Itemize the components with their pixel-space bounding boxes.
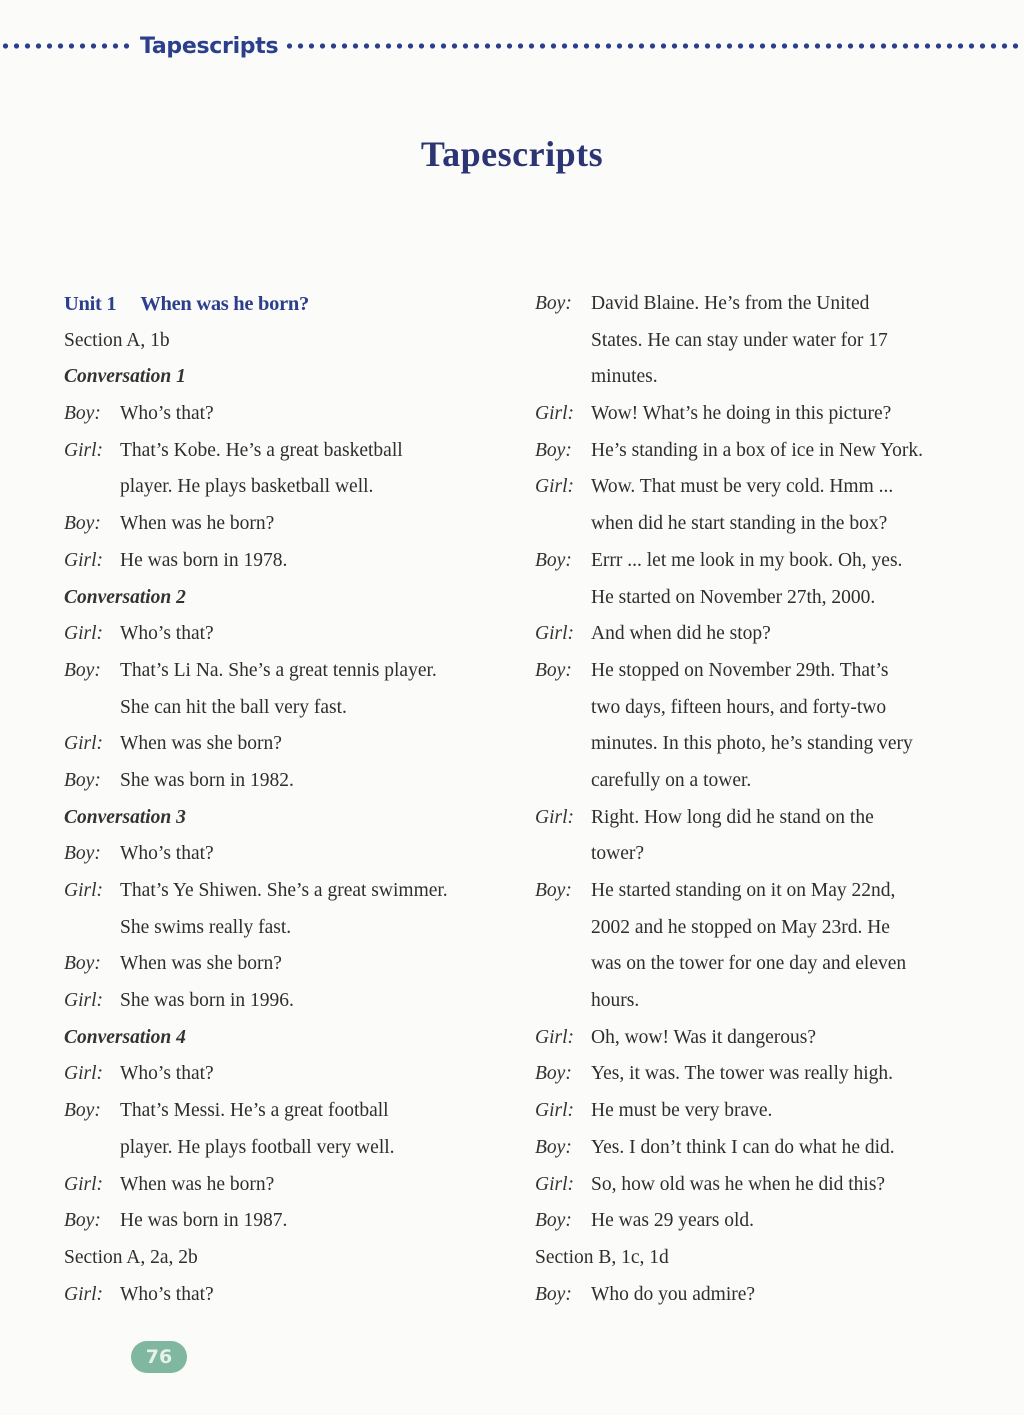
conversation-heading: Conversation 3	[64, 806, 186, 828]
dialogue-line	[64, 1093, 504, 1130]
dotted-rule-left	[0, 43, 132, 49]
section-heading: Section A, 1b	[64, 329, 170, 351]
dialogue-continuation: minutes.	[591, 366, 658, 388]
speaker-label: Girl:	[535, 806, 574, 828]
left-column	[64, 286, 504, 1313]
dialogue-line	[64, 1056, 504, 1093]
speech-text: She was born in 1982.	[120, 769, 294, 791]
dialogue-line	[535, 1056, 985, 1093]
dialogue-line	[535, 1093, 985, 1130]
dialogue-line	[535, 1203, 985, 1240]
speech-text: Oh, wow! Was it dangerous?	[591, 1026, 816, 1048]
speech-text: When was she born?	[120, 953, 282, 975]
dialogue-line	[535, 1130, 985, 1167]
dialogue-continuation: player. He plays basketball well.	[120, 476, 374, 498]
speech-text: That’s Ye Shiwen. She’s a great swimmer.	[120, 880, 448, 901]
speech-text: That’s Kobe. He’s a great basketball	[120, 439, 403, 461]
speaker-label: Boy:	[535, 549, 572, 571]
speaker-label: Girl:	[64, 880, 103, 901]
speaker-label: Girl:	[535, 1100, 574, 1122]
dialogue-line	[64, 1167, 504, 1204]
speech-text: And when did he stop?	[591, 623, 771, 645]
dialogue-continuation: two days, fifteen hours, and forty-two	[591, 696, 887, 718]
speech-text: When was he born?	[120, 1173, 275, 1195]
dialogue-line	[535, 1167, 985, 1204]
dialogue-continuation: when did he start standing in the box?	[591, 513, 888, 535]
speaker-label: Boy:	[535, 1063, 572, 1085]
conversation-heading: Conversation 1	[64, 366, 186, 388]
speaker-label: Girl:	[535, 623, 574, 645]
dialogue-continuation: carefully on a tower.	[591, 769, 752, 791]
speaker-label: Girl:	[64, 733, 103, 755]
speech-text: He’s standing in a box of ice in New York.	[591, 439, 924, 461]
right-column-lines	[535, 286, 985, 1313]
speech-text: He stopped on November 29th. That’s	[591, 659, 889, 681]
speech-text: When was he born?	[120, 513, 275, 535]
dialogue-continuation: tower?	[591, 843, 645, 865]
speaker-label: Boy:	[64, 659, 101, 681]
unit-number: Unit 1	[64, 293, 117, 315]
dialogue-line	[64, 763, 504, 800]
speech-text: Wow. That must be very cold. Hmm ...	[591, 476, 894, 498]
speech-text: Who do you admire?	[591, 1283, 756, 1305]
speaker-label: Boy:	[535, 1283, 572, 1305]
speaker-label: Boy:	[535, 659, 572, 681]
speaker-label: Boy:	[535, 293, 572, 314]
page-title: Tapescripts	[420, 134, 604, 174]
page-number-badge: 76	[131, 1341, 187, 1373]
speech-text: When was she born?	[120, 733, 282, 755]
speech-text: So, how old was he when he did this?	[591, 1173, 886, 1195]
dialogue-line	[535, 469, 985, 506]
speaker-label: Boy:	[535, 1210, 572, 1232]
speaker-label: Boy:	[535, 439, 572, 461]
unit-title: When was he born?	[140, 293, 309, 315]
conversation-heading: Conversation 2	[64, 586, 186, 608]
speech-text: Who’s that?	[120, 1283, 214, 1305]
running-header-title: Tapescripts	[140, 33, 279, 59]
dialogue-line	[64, 1203, 504, 1240]
speaker-label: Girl:	[64, 990, 103, 1012]
speech-text: She was born in 1996.	[120, 990, 294, 1012]
conversation-heading: Conversation 4	[64, 1026, 186, 1048]
speaker-label: Boy:	[535, 1136, 572, 1158]
speech-text: Right. How long did he stand on the	[591, 806, 874, 828]
right-column	[535, 286, 985, 1313]
dialogue-line	[64, 873, 504, 910]
dialogue-line	[64, 506, 504, 543]
speaker-label: Girl:	[64, 549, 103, 571]
speech-text: That’s Messi. He’s a great football	[120, 1100, 389, 1122]
dialogue-line	[535, 1020, 985, 1057]
speech-text: Who’s that?	[120, 403, 214, 425]
dialogue-line	[64, 616, 504, 653]
dialogue-line	[64, 836, 504, 873]
speech-text: That’s Li Na. She’s a great tennis player.	[120, 659, 437, 681]
speaker-label: Girl:	[535, 403, 574, 425]
dialogue-continuation: was on the tower for one day and eleven	[591, 953, 907, 975]
unit-heading	[64, 286, 504, 323]
speaker-label: Boy:	[64, 953, 101, 975]
speech-text: He was born in 1987.	[120, 1210, 288, 1232]
speaker-label: Girl:	[64, 1063, 103, 1085]
speaker-label: Girl:	[64, 1283, 103, 1305]
speech-text: Who’s that?	[120, 843, 214, 865]
dialogue-line	[64, 726, 504, 763]
speaker-label: Boy:	[64, 1210, 101, 1232]
speech-text: Who’s that?	[120, 623, 214, 645]
dotted-rule-right	[284, 43, 1020, 49]
speaker-label: Boy:	[64, 1100, 101, 1122]
dialogue-continuation: He started on November 27th, 2000.	[591, 586, 876, 608]
speech-text: David Blaine. He’s from the United	[591, 293, 870, 314]
speaker-label: Girl:	[535, 1026, 574, 1048]
dialogue-line	[535, 653, 985, 690]
dialogue-line	[64, 1277, 504, 1314]
dialogue-line	[535, 396, 985, 433]
speech-text: He must be very brave.	[591, 1100, 773, 1122]
dialogue-line	[64, 653, 504, 690]
dialogue-line	[535, 616, 985, 653]
section-heading: Section A, 2a, 2b	[64, 1246, 198, 1268]
dialogue-continuation: States. He can stay under water for 17	[591, 329, 888, 351]
dialogue-continuation: player. He plays football very well.	[120, 1136, 395, 1158]
speaker-label: Boy:	[64, 769, 101, 791]
speech-text: Who’s that?	[120, 1063, 214, 1085]
dialogue-line	[535, 543, 985, 580]
speech-text: Yes. I don’t think I can do what he did.	[591, 1136, 895, 1158]
dialogue-line	[64, 946, 504, 983]
speech-text: Wow! What’s he doing in this picture?	[591, 403, 892, 425]
dialogue-continuation: She swims really fast.	[120, 916, 292, 938]
speaker-label: Boy:	[64, 513, 101, 535]
dialogue-continuation: She can hit the ball very fast.	[120, 696, 347, 718]
running-header	[0, 30, 1024, 62]
speaker-label: Boy:	[64, 403, 101, 425]
dialogue-line	[535, 1277, 985, 1314]
speaker-label: Girl:	[535, 1173, 574, 1195]
speech-text: He was 29 years old.	[591, 1210, 754, 1232]
dialogue-line	[64, 543, 504, 580]
dialogue-continuation: minutes. In this photo, he’s standing very	[591, 733, 913, 755]
speaker-label: Boy:	[64, 843, 101, 865]
speech-text: Errr ... let me look in my book. Oh, yes.	[591, 549, 903, 571]
dialogue-line	[535, 873, 985, 910]
dialogue-continuation: 2002 and he stopped on May 23rd. He	[591, 916, 890, 938]
speaker-label: Girl:	[64, 623, 103, 645]
speaker-label: Girl:	[64, 1173, 103, 1195]
section-heading: Section B, 1c, 1d	[535, 1246, 669, 1268]
speech-text: He started standing on it on May 22nd,	[591, 880, 896, 901]
speaker-label: Girl:	[535, 476, 574, 498]
dialogue-line	[535, 433, 985, 470]
speaker-label: Girl:	[64, 439, 103, 461]
dialogue-line	[535, 286, 985, 323]
dialogue-line	[64, 396, 504, 433]
dialogue-line	[535, 800, 985, 837]
speech-text: He was born in 1978.	[120, 549, 288, 571]
dialogue-line	[64, 983, 504, 1020]
speaker-label: Boy:	[535, 880, 572, 901]
left-column-lines	[64, 323, 504, 1314]
speech-text: Yes, it was. The tower was really high.	[591, 1063, 894, 1085]
dialogue-line	[64, 433, 504, 470]
dialogue-continuation: hours.	[591, 990, 640, 1012]
